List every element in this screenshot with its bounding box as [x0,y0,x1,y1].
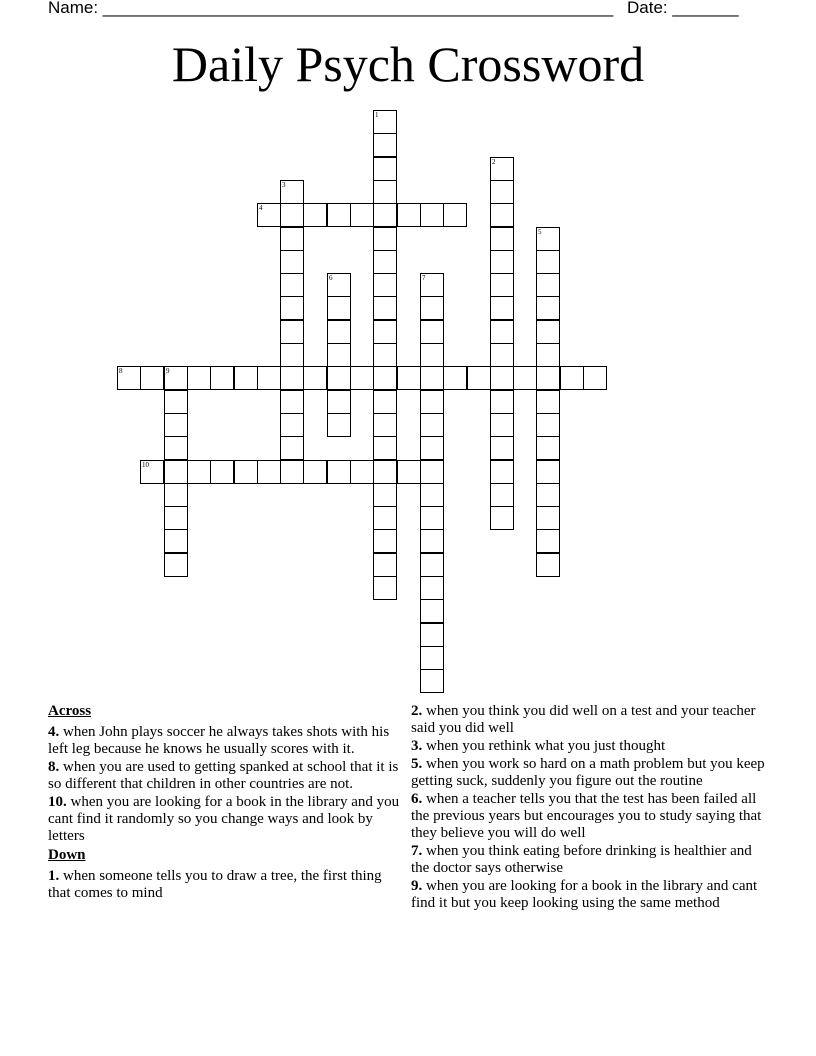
clue-text: when a teacher tells you that the test has been failed all the previous years but encourages you to study saying that they believe you will do well [411,791,762,841]
grid-cell[interactable] [257,203,281,227]
grid-cell[interactable] [490,460,514,484]
grid-cell[interactable] [420,343,444,367]
grid-cell[interactable] [490,180,514,204]
grid-cell[interactable] [373,296,397,320]
grid-cell[interactable] [536,227,560,251]
grid-cell[interactable] [164,553,188,577]
down-clue-3 [411,738,771,755]
grid-cell[interactable] [280,390,304,414]
grid-cell[interactable] [373,529,397,553]
cell-number: 9 [166,367,170,375]
grid-cell[interactable] [420,669,444,693]
grid-cell[interactable] [420,390,444,414]
grid-cell[interactable] [490,483,514,507]
grid-cell[interactable] [327,296,351,320]
clue-number: 4. [48,724,60,740]
grid-cell[interactable] [490,296,514,320]
grid-cell[interactable] [373,110,397,134]
grid-cell[interactable] [420,529,444,553]
grid-cell[interactable] [187,460,211,484]
clue-text: when you are used to getting spanked at school that it is so different that children in other countries are not. [48,759,399,792]
grid-cell[interactable] [164,390,188,414]
grid-cell[interactable] [327,390,351,414]
name-field-label: Name: ______________________________________________________ [48,0,614,17]
cell-number: 2 [492,158,496,166]
grid-cell[interactable] [373,366,397,390]
grid-cell[interactable] [536,413,560,437]
grid-cell[interactable] [420,460,444,484]
grid-cell[interactable] [536,366,560,390]
grid-cell[interactable] [420,203,444,227]
clue-text: when you rethink what you just thought [422,738,666,754]
grid-cell[interactable] [303,366,327,390]
grid-cell[interactable] [536,436,560,460]
cell-number: 4 [259,204,263,212]
down-clue-2 [411,703,771,737]
cell-number: 10 [142,461,149,469]
grid-cell[interactable] [257,366,281,390]
grid-cell[interactable] [373,320,397,344]
grid-cell[interactable] [280,320,304,344]
clue-text: when you are looking for a book in the library and you cant find it randomly so you change ways and look by letters [48,794,400,844]
grid-cell[interactable] [443,366,467,390]
grid-cell[interactable] [373,157,397,181]
grid-cell[interactable] [234,366,258,390]
grid-cell[interactable] [490,413,514,437]
date-field-label: Date: _______ [627,0,739,17]
grid-cell[interactable] [397,203,421,227]
grid-cell[interactable] [373,413,397,437]
grid-cell[interactable] [373,460,397,484]
cell-number: 1 [375,111,379,119]
grid-cell[interactable] [117,366,141,390]
grid-cell[interactable] [280,436,304,460]
grid-cell[interactable] [280,227,304,251]
grid-cell[interactable] [280,366,304,390]
grid-cell[interactable] [164,506,188,530]
grid-cell[interactable] [467,366,491,390]
grid-cell[interactable] [350,203,374,227]
cell-number: 5 [538,228,542,236]
grid-cell[interactable] [187,366,211,390]
grid-cell[interactable] [327,273,351,297]
grid-cell[interactable] [513,366,537,390]
grid-cell[interactable] [490,506,514,530]
clue-number: 8. [48,759,60,775]
grid-cell[interactable] [420,296,444,320]
grid-cell[interactable] [164,529,188,553]
clue-number: 7. [411,843,423,859]
grid-cell[interactable] [373,180,397,204]
clue-number: 9. [411,878,423,894]
down-clue-9 [411,878,771,912]
grid-cell[interactable] [420,553,444,577]
grid-cell[interactable] [420,436,444,460]
grid-cell[interactable] [373,273,397,297]
grid-cell[interactable] [327,203,351,227]
grid-cell[interactable] [373,343,397,367]
grid-cell[interactable] [536,273,560,297]
grid-cell[interactable] [536,553,560,577]
cell-number: 3 [282,181,286,189]
clue-text: when you think you did well on a test and your teacher said you did well [411,703,756,736]
grid-cell[interactable] [536,529,560,553]
grid-cell[interactable] [280,273,304,297]
page-title: Daily Psych Crossword [171,36,645,92]
grid-cell[interactable] [536,506,560,530]
grid-cell[interactable] [164,460,188,484]
grid-cell[interactable] [164,483,188,507]
grid-cell[interactable] [490,157,514,181]
grid-cell[interactable] [490,320,514,344]
grid-cell[interactable] [350,460,374,484]
grid-cell[interactable] [280,343,304,367]
grid-cell[interactable] [280,250,304,274]
down-clue-7 [411,843,771,877]
grid-cell[interactable] [280,180,304,204]
grid-cell[interactable] [583,366,607,390]
grid-cell[interactable] [490,203,514,227]
grid-cell[interactable] [327,343,351,367]
grid-cell[interactable] [420,599,444,623]
grid-cell[interactable] [420,320,444,344]
grid-cell[interactable] [420,273,444,297]
grid-cell[interactable] [164,413,188,437]
grid-cell[interactable] [397,366,421,390]
grid-cell[interactable] [373,553,397,577]
clue-number: 2. [411,703,423,719]
across-clue-10 [48,794,406,845]
grid-cell[interactable] [373,250,397,274]
grid-cell[interactable] [210,460,234,484]
grid-cell[interactable] [420,576,444,600]
down-clue-5 [411,756,771,790]
across-clue-4 [48,724,406,758]
grid-cell[interactable] [536,483,560,507]
grid-cell[interactable] [420,483,444,507]
grid-cell[interactable] [234,460,258,484]
cell-number: 8 [119,367,123,375]
grid-cell[interactable] [373,506,397,530]
grid-cell[interactable] [373,133,397,157]
grid-cell[interactable] [560,366,584,390]
grid-cell[interactable] [420,506,444,530]
clue-number: 10. [48,794,67,810]
grid-cell[interactable] [303,203,327,227]
grid-cell[interactable] [536,460,560,484]
grid-cell[interactable] [420,646,444,670]
across-heading: Across [48,703,92,719]
clue-text: when someone tells you to draw a tree, the first thing that comes to mind [48,868,382,901]
grid-cell[interactable] [397,460,421,484]
clue-number: 5. [411,756,423,772]
clue-text: when you work so hard on a math problem but you keep getting suck, suddenly you figure out the routine [411,756,765,789]
clue-number: 6. [411,791,423,807]
down-heading: Down [48,847,86,863]
grid-cell[interactable] [420,413,444,437]
grid-cell[interactable] [443,203,467,227]
grid-cell[interactable] [490,343,514,367]
grid-cell[interactable] [327,320,351,344]
grid-cell[interactable] [373,390,397,414]
grid-cell[interactable] [280,203,304,227]
grid-cell[interactable] [140,366,164,390]
grid-cell[interactable] [350,366,374,390]
grid-cell[interactable] [490,273,514,297]
grid-cell[interactable] [164,366,188,390]
cell-number: 6 [329,274,333,282]
grid-cell[interactable] [303,460,327,484]
grid-cell[interactable] [420,366,444,390]
clues-left-column [48,703,406,903]
grid-cell[interactable] [280,413,304,437]
grid-cell[interactable] [490,436,514,460]
down-clue-1 [48,868,406,902]
grid-cell[interactable] [257,460,281,484]
grid-cell[interactable] [373,203,397,227]
grid-cell[interactable] [327,460,351,484]
clue-text: when you are looking for a book in the library and cant find it but you keep looking using the same method [411,878,758,911]
grid-cell[interactable] [420,623,444,647]
grid-cell[interactable] [373,576,397,600]
grid-cell[interactable] [140,460,164,484]
grid-cell[interactable] [536,250,560,274]
grid-cell[interactable] [536,296,560,320]
grid-cell[interactable] [490,366,514,390]
clue-text: when John plays soccer he always takes shots with his left leg because he knows he usually scores with it. [48,724,390,757]
grid-cell[interactable] [210,366,234,390]
grid-cell[interactable] [280,296,304,320]
clue-number: 1. [48,868,60,884]
grid-cell[interactable] [373,227,397,251]
grid-cell[interactable] [327,413,351,437]
across-clue-8 [48,759,406,793]
grid-cell[interactable] [280,460,304,484]
down-clue-6 [411,791,771,842]
clue-number: 3. [411,738,423,754]
clue-text: when you think eating before drinking is healthier and the doctor says otherwise [411,843,752,876]
grid-cell[interactable] [373,436,397,460]
grid-cell[interactable] [536,320,560,344]
grid-cell[interactable] [327,366,351,390]
clues-right-column [411,703,771,913]
cell-number: 7 [422,274,426,282]
grid-cell[interactable] [536,390,560,414]
grid-cell[interactable] [373,483,397,507]
grid-cell[interactable] [164,436,188,460]
grid-cell[interactable] [490,390,514,414]
grid-cell[interactable] [490,227,514,251]
grid-cell[interactable] [536,343,560,367]
grid-cell[interactable] [490,250,514,274]
